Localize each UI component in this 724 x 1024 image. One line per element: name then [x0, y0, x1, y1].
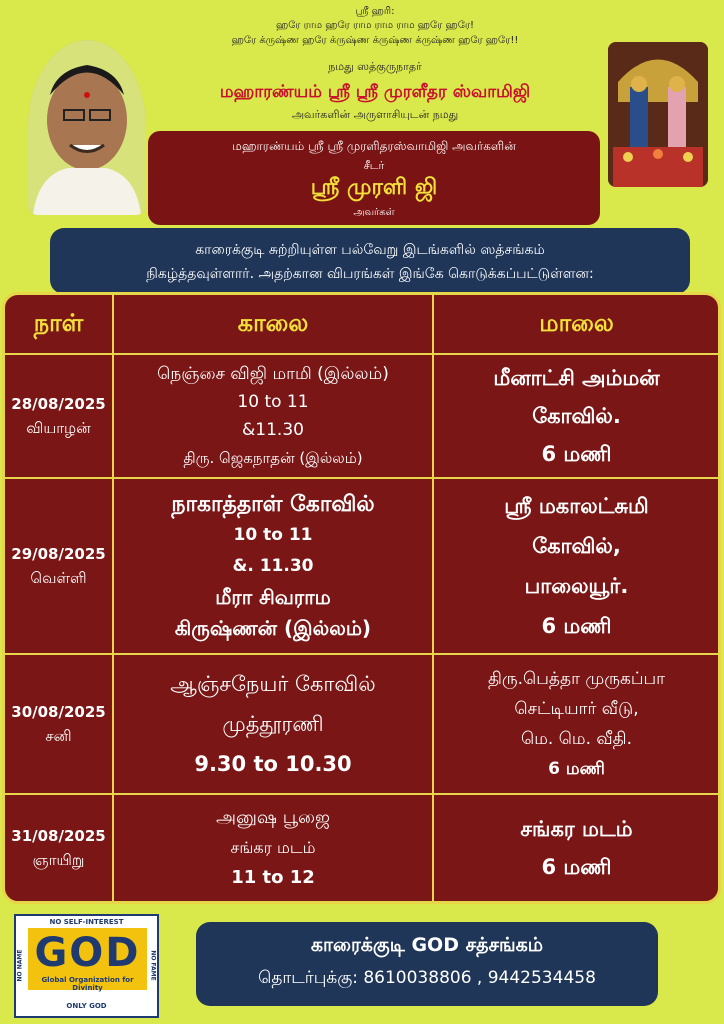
table-row-morning: நாகாத்தாள் கோவில் 10 to 11 &. 11.30 மீரா சிவராம கிருஷ்ணன் (இல்லம்): [171, 491, 375, 640]
disciple-name: ஸ்ரீ முரளி ஜி: [310, 175, 438, 200]
header-date: நாள்: [33, 308, 84, 337]
header-morning: காலை: [237, 308, 309, 337]
table-row-evening: சங்கர மடம் 6 மணி: [520, 817, 633, 879]
intro-banner: [50, 228, 690, 294]
logo-name: GOD: [34, 930, 141, 976]
logo-left-text: NO NAME: [16, 949, 24, 982]
header-line-4: நமது ஸத்குருநாதர்: [328, 60, 422, 73]
disciple-line-2: சீடர்: [363, 159, 385, 172]
logo-subtitle: Global Organization for Divinity: [41, 976, 134, 992]
god-logo: [14, 914, 159, 1018]
table-row-date: 28/08/2025 வியாழன்: [11, 395, 106, 437]
table-row-morning: ஆஞ்சநேயர் கோவில் முத்தூரணி 9.30 to 10.30: [170, 672, 376, 776]
intro-line-1: காரைக்குடி சுற்றியுள்ள பல்வேறு இடங்களில் ஸத்சங்கம்: [195, 242, 545, 258]
logo-right-text: NO FAME: [149, 950, 157, 981]
table-row-evening: ஸ்ரீ மகாலட்சுமி கோவில், பாலையூர். 6 மணி: [504, 494, 649, 638]
table-row-evening: திரு.பெத்தா முருகப்பா செட்டியார் வீடு, மெ. மெ. வீதி. 6 மணி: [487, 669, 666, 779]
table-row-morning: அனுஷ பூஜை சங்கர மடம் 11 to 12: [215, 807, 331, 888]
disciple-line-1: மஹாரண்யம் ஸ்ரீ ஸ்ரீ முரளிதரஸ்வாமிஜி அவர்களின்: [232, 139, 516, 153]
intro-line-2: நிகழ்த்தவுள்ளார். அதற்கான விபரங்கள் இங்கே கொடுக்கப்பட்டுள்ளன:: [146, 266, 594, 282]
table-row-morning: நெஞ்சை விஜி மாமி (இல்லம்) 10 to 11 &11.30 திரு. ஜெகநாதன் (இல்லம்): [157, 364, 389, 467]
guru-portrait-photo: [28, 40, 146, 215]
disciple-line-4: அவர்கள்: [353, 207, 395, 218]
table-row-date: 30/08/2025 சனி: [11, 703, 106, 745]
header-evening: மாலை: [539, 308, 614, 337]
footer-contact: தொடர்புக்கு: 8610038806 , 9442534458: [258, 968, 596, 988]
logo-top-text: NO SELF-INTEREST: [49, 918, 124, 926]
table-row-date: 29/08/2025 வெள்ளி: [11, 545, 106, 587]
footer-title: காரைக்குடி GOD சத்சங்கம்: [310, 934, 544, 956]
contact-banner: [196, 922, 658, 1006]
table-row-evening: மீனாட்சி அம்மன் கோவில். 6 மணி: [493, 366, 660, 466]
table-row-date: 31/08/2025 ஞாயிறு: [11, 827, 106, 869]
header-line-1: ஸ்ரீ ஹரி:: [355, 6, 395, 17]
guru-name: மஹாரண்யம் ஸ்ரீ ஸ்ரீ முரளீதர ஸ்வாமிஜி: [219, 82, 531, 102]
header-line-6: அவர்களின் அருளாசியுடன் நமது: [291, 108, 459, 121]
header-line-3: ஹரே க்ருஷ்ண ஹரே க்ருஷ்ண க்ருஷ்ண க்ருஷ்ண ஹரே ஹரே!!: [231, 35, 519, 46]
schedule-table: [2, 292, 721, 904]
deity-photo: [608, 42, 708, 187]
header-line-2: ஹரே ராம ஹரே ராம ராம ராம ஹரே ஹரே!: [275, 20, 475, 31]
logo-bottom-text: ONLY GOD: [66, 1002, 107, 1010]
disciple-banner: [148, 131, 600, 225]
